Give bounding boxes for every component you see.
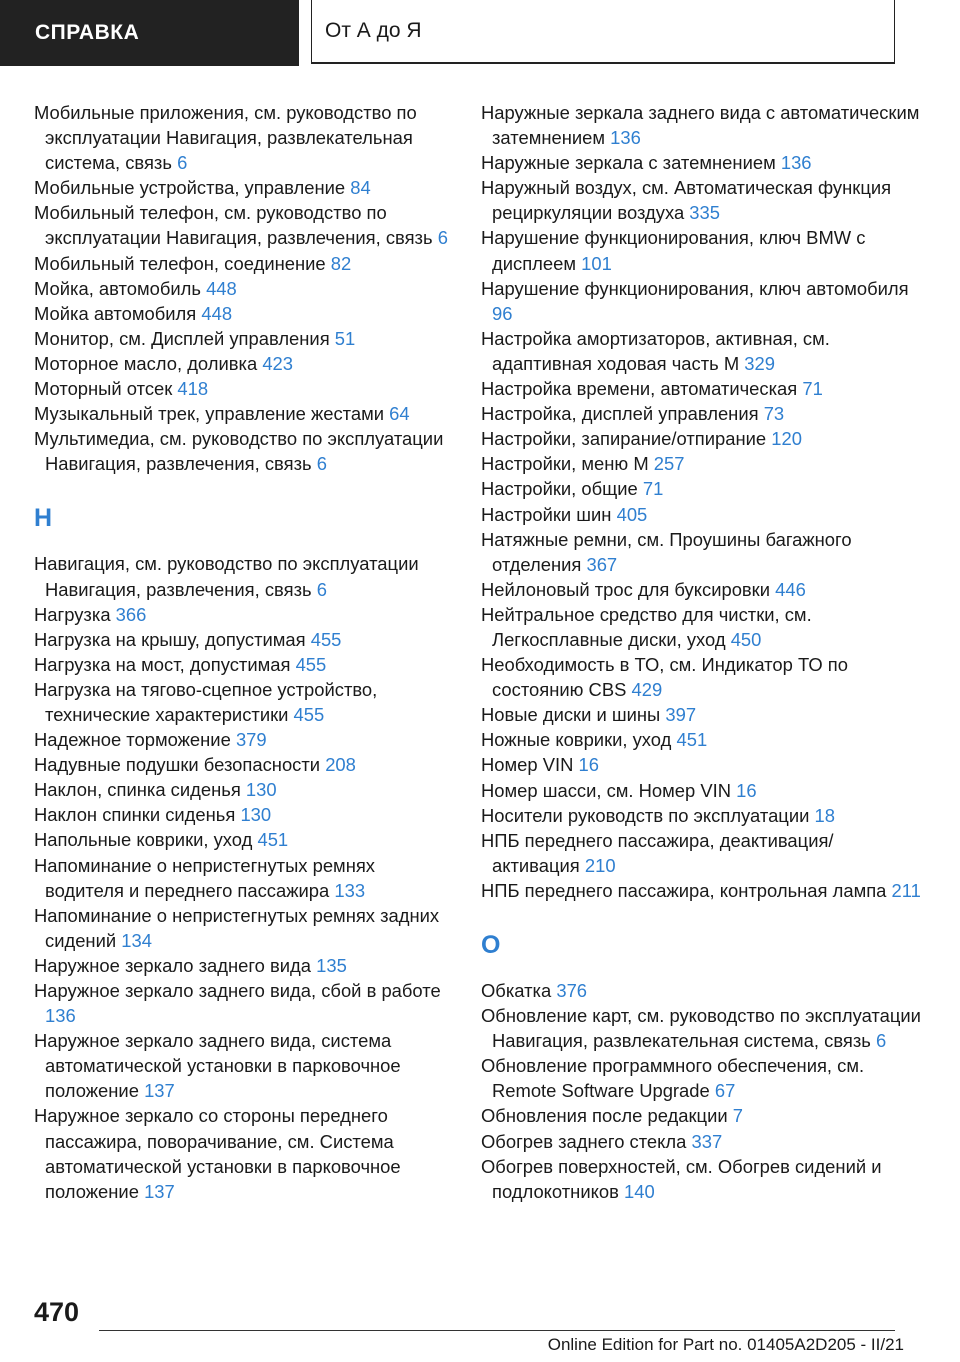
- page-link[interactable]: 133: [334, 879, 366, 901]
- entry-text: Напоминание о непристегнутых ремнях задних сидений: [34, 904, 440, 951]
- page-link[interactable]: 84: [350, 177, 371, 199]
- index-entry: [34, 903, 454, 953]
- index-entry: [481, 828, 921, 878]
- page-link[interactable]: 429: [631, 679, 663, 701]
- entry-text: Нарушение функционирования, ключ автомобиля: [481, 277, 909, 299]
- index-entry: [481, 577, 921, 602]
- entry-text: Настройки, меню M: [481, 453, 649, 475]
- page-link[interactable]: 140: [623, 1180, 655, 1202]
- index-entry: [481, 426, 921, 451]
- entry-text: Нагрузка на мост, допустимая: [34, 653, 291, 675]
- page-link[interactable]: 130: [245, 779, 277, 801]
- page-link[interactable]: 130: [240, 804, 272, 826]
- index-entry: [481, 401, 921, 426]
- page-link[interactable]: 7: [732, 1105, 743, 1127]
- section-tab[interactable]: СПРАВКА: [0, 0, 299, 66]
- page-link[interactable]: 367: [586, 553, 618, 575]
- page-link[interactable]: 423: [262, 352, 294, 374]
- page-link[interactable]: 451: [676, 729, 708, 751]
- entry-text: Моторное масло, доливка: [34, 352, 258, 374]
- entry-text: Наружные зеркала заднего вида с автоматическим затемнением: [481, 102, 920, 149]
- entry-text: Настройка времени, автоматическая: [481, 378, 798, 400]
- index-group-n-continued: [481, 100, 921, 903]
- page-link[interactable]: 71: [642, 478, 664, 500]
- page-link[interactable]: 16: [736, 779, 757, 801]
- page-link[interactable]: 6: [316, 578, 327, 600]
- index-entry: [34, 351, 454, 376]
- entry-text: Наклон спинки сиденья: [34, 804, 236, 826]
- entry-text: Монитор, см. Дисплей управления: [34, 327, 330, 349]
- index-entry: [481, 150, 921, 175]
- page-link[interactable]: 366: [115, 603, 147, 625]
- index-entry: [34, 551, 454, 601]
- entry-text: Обогрев поверхностей, см. Обогрев сидений и подлокотников: [481, 1155, 882, 1202]
- entry-text: Ножные коврики, уход: [481, 729, 672, 751]
- entry-text: Номер шасси, см. Номер VIN: [481, 779, 732, 801]
- index-entry: [34, 677, 454, 727]
- entry-text: Нагрузка на тягово-сцепное устройство, технические характеристики: [34, 678, 378, 725]
- index-entry: [34, 978, 454, 1028]
- index-entry: [34, 853, 454, 903]
- entry-text: НПБ переднего пассажира, контрольная лампа: [481, 879, 887, 901]
- entry-text: Наружное зеркало со стороны переднего пассажира, поворачивание, см. Система автоматической установки в парковочное положение: [34, 1105, 401, 1202]
- entry-text: Обновления после редакции: [481, 1105, 728, 1127]
- index-entry: [34, 426, 454, 476]
- index-entry: [34, 175, 454, 200]
- index-entry: [481, 1129, 921, 1154]
- page-link[interactable]: 6: [437, 227, 448, 249]
- entry-text: Настройки, общие: [481, 478, 638, 500]
- page-link[interactable]: 136: [610, 127, 641, 149]
- index-entry: [481, 702, 921, 727]
- index-entry: [481, 1103, 921, 1128]
- index-entry: [34, 276, 454, 301]
- index-entry: [34, 200, 454, 250]
- index-entry: [481, 778, 921, 803]
- index-entry: [481, 376, 921, 401]
- entry-text: Надувные подушки безопасности: [34, 754, 321, 776]
- index-entry: [34, 752, 454, 777]
- index-entry: [481, 803, 921, 828]
- entry-text: Обогрев заднего стекла: [481, 1130, 687, 1152]
- index-entry: [34, 627, 454, 652]
- index-entry: [481, 502, 921, 527]
- index-entry: [34, 326, 454, 351]
- index-entry: [34, 777, 454, 802]
- entry-text: Нагрузка: [34, 603, 111, 625]
- page-header: [0, 0, 960, 66]
- index-entry: [481, 1003, 921, 1053]
- entry-text: Мобильные устройства, управление: [34, 177, 346, 199]
- entry-text: Настройки, запирание/отпирание: [481, 428, 767, 450]
- page-link[interactable]: 6: [875, 1030, 887, 1052]
- page-link[interactable]: 120: [771, 428, 802, 450]
- page-link[interactable]: 455: [295, 653, 327, 675]
- page-link[interactable]: 418: [177, 378, 209, 400]
- footer-divider: [99, 1330, 895, 1331]
- page-link[interactable]: 134: [121, 929, 152, 951]
- index-entry: [481, 1053, 921, 1103]
- entry-text: Наружное зеркало заднего вида, система автоматической установки в парковочное положение: [34, 1030, 401, 1102]
- page-link[interactable]: 257: [653, 453, 685, 475]
- page-link[interactable]: 211: [891, 879, 921, 901]
- entry-text: Мобильный телефон, соединение: [34, 252, 326, 274]
- index-entry: [481, 978, 921, 1003]
- page-link[interactable]: 448: [201, 302, 233, 324]
- index-entry: [34, 401, 454, 426]
- index-entry: [34, 827, 454, 852]
- index-entry: [481, 326, 921, 376]
- index-entry: [481, 602, 921, 652]
- entry-text: Обкатка: [481, 980, 552, 1001]
- page-link[interactable]: 67: [714, 1080, 736, 1102]
- index-entry: [481, 175, 921, 225]
- index-entry: [34, 802, 454, 827]
- page-link[interactable]: 71: [802, 378, 823, 400]
- index-entry: [481, 225, 921, 275]
- index-entry: [34, 251, 454, 276]
- entry-text: Наружное зеркало заднего вида, сбой в работе: [34, 980, 441, 1001]
- page-link[interactable]: 455: [310, 628, 342, 650]
- page-link[interactable]: 73: [763, 403, 785, 425]
- page-link[interactable]: 136: [45, 1005, 76, 1027]
- index-entry: [34, 953, 454, 978]
- subsection-tab[interactable]: От А до Я: [311, 0, 895, 64]
- index-column-right: [481, 100, 921, 1204]
- entry-text: Необходимость в ТО, см. Индикатор ТО по состоянию CBS: [481, 654, 848, 701]
- index-entry: [481, 100, 921, 150]
- page-link[interactable]: 64: [389, 403, 410, 425]
- index-entry: [481, 476, 921, 501]
- entry-text: Наружный воздух, см. Автоматическая функция рециркуляции воздуха: [481, 177, 892, 224]
- entry-text: Нейлоновый трос для буксировки: [481, 578, 771, 600]
- section-letter-o: О: [481, 931, 501, 959]
- edition-note: Online Edition for Part no. 01405A2D205 - II/21: [547, 1335, 904, 1354]
- page-link[interactable]: 136: [780, 152, 812, 174]
- index-entry: [481, 451, 921, 476]
- page-link[interactable]: 329: [744, 352, 775, 374]
- entry-text: Номер VIN: [481, 754, 574, 776]
- page-link[interactable]: 405: [616, 503, 648, 525]
- index-entry: [34, 100, 454, 175]
- page-link[interactable]: 379: [235, 729, 267, 751]
- entry-text: Нагрузка на крышу, допустимая: [34, 628, 306, 650]
- page-link[interactable]: 210: [584, 854, 616, 876]
- page-link[interactable]: 137: [144, 1180, 175, 1202]
- page-link[interactable]: 6: [316, 453, 327, 475]
- entry-text: Напоминание о непристегнутых ремнях водителя и переднего пассажира: [34, 854, 375, 901]
- entry-text: Наклон, спинка сиденья: [34, 779, 241, 801]
- entry-text: Наружные зеркала с затемнением: [481, 152, 776, 174]
- entry-text: Нарушение функционирования, ключ BMW с дисплеем: [481, 227, 866, 274]
- page-link[interactable]: 101: [581, 252, 612, 274]
- index-entry: [34, 652, 454, 677]
- entry-text: Настройки шин: [481, 503, 612, 525]
- page-link[interactable]: 51: [334, 327, 356, 349]
- page-link[interactable]: 18: [814, 804, 835, 826]
- index-entry: [481, 878, 921, 903]
- entry-text: Наружное зеркало заднего вида: [34, 954, 312, 976]
- page-link[interactable]: 376: [556, 980, 588, 1001]
- page-link[interactable]: 96: [492, 302, 513, 324]
- index-entry: [34, 301, 454, 326]
- entry-text: Мультимедиа, см. руководство по эксплуатации Навигация, развлечения, связь: [34, 428, 444, 475]
- page-link[interactable]: 451: [257, 829, 289, 851]
- page-link[interactable]: 135: [316, 954, 347, 976]
- entry-text: Музыкальный трек, управление жестами: [34, 403, 385, 425]
- entry-text: Мобильный телефон, см. руководство по эксплуатации Навигация, развлечения, связь: [34, 202, 433, 249]
- entry-text: Носители руководств по эксплуатации: [481, 804, 810, 826]
- page-link[interactable]: 337: [691, 1130, 723, 1152]
- index-entry: [481, 276, 921, 326]
- entry-text: Натяжные ремни, см. Проушины багажного отделения: [481, 528, 852, 575]
- index-entry: [34, 1103, 454, 1203]
- entry-text: Напольные коврики, уход: [34, 829, 253, 851]
- entry-text: Обновление карт, см. руководство по эксплуатации Навигация, развлекательная система, связь: [481, 1005, 921, 1052]
- entry-text: Мойка, автомобиль: [34, 277, 201, 299]
- index-group-o: [481, 978, 921, 1204]
- entry-text: НПБ переднего пассажира, деактивация/активация: [481, 829, 834, 876]
- index-entry: [481, 752, 921, 777]
- page-link[interactable]: 208: [325, 754, 356, 776]
- page-link[interactable]: 455: [293, 703, 325, 725]
- index-entry: [34, 727, 454, 752]
- index-group-m: [34, 100, 454, 476]
- section-letter-n: Н: [34, 504, 53, 533]
- index-entry: [34, 1028, 454, 1103]
- page-link[interactable]: 137: [144, 1080, 175, 1102]
- entry-text: Настройка амортизаторов, активная, см. адаптивная ходовая часть M: [481, 327, 830, 374]
- index-entry: [481, 527, 921, 577]
- entry-text: Мойка автомобиля: [34, 302, 197, 324]
- index-entry: [481, 652, 921, 702]
- page-link[interactable]: 448: [206, 277, 237, 299]
- index-entry: [481, 727, 921, 752]
- page-link[interactable]: 446: [775, 578, 806, 600]
- entry-text: Навигация, см. руководство по эксплуатации Навигация, развлечения, связь: [34, 553, 419, 600]
- page-link[interactable]: 450: [730, 628, 762, 650]
- page-link[interactable]: 397: [665, 704, 697, 726]
- entry-text: Мобильные приложения, см. руководство по эксплуатации Навигация, развлекательная система, связь: [34, 102, 417, 174]
- index-entry: [34, 376, 454, 401]
- entry-text: Надежное торможение: [34, 729, 231, 751]
- entry-text: Нейтральное средство для чистки, см. Легкосплавные диски, уход: [481, 603, 812, 650]
- index-column-left: [34, 100, 454, 1204]
- index-entry: [34, 602, 454, 627]
- page-link[interactable]: 6: [177, 152, 188, 174]
- entry-text: Новые диски и шины: [481, 704, 661, 726]
- entry-text: Моторный отсек: [34, 378, 173, 400]
- page-link[interactable]: 82: [330, 252, 352, 274]
- page-number: 470: [34, 1297, 80, 1327]
- index-entry: [481, 1154, 921, 1204]
- page-link[interactable]: 16: [578, 754, 599, 776]
- entry-text: Обновление программного обеспечения, см. Remote Software Upgrade: [481, 1055, 865, 1102]
- index-group-n: [34, 551, 454, 1203]
- page-link[interactable]: 335: [689, 202, 720, 224]
- entry-text: Настройка, дисплей управления: [481, 403, 759, 425]
